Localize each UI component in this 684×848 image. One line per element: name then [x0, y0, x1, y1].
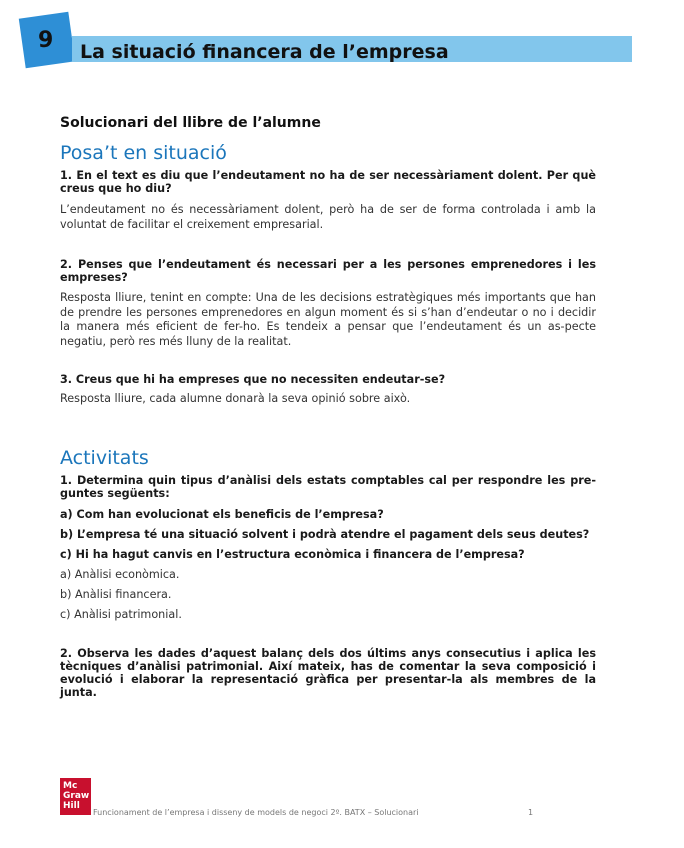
activity-2: 2. Observa les dades d’aquest balanç dels dos últims anys consecutius i aplica les tècniques d’anàlisi patrimonial. Així mateix, has de comentar la seva composició i evolució i elaborar la representació gràfica per presentar-la als membres de la junta. [60, 647, 596, 699]
page-title: La situació financera de l’empresa [80, 41, 449, 63]
document-subtitle: Solucionari del llibre de l’alumne [60, 115, 321, 131]
chapter-number: 9 [38, 28, 54, 53]
activity-1: 1. Determina quin tipus d’anàlisi dels estats comptables cal per respondre les pre-guntes següents: [60, 474, 596, 500]
logo-line-1: Mc [63, 781, 78, 791]
section-heading-posat: Posa’t en situació [60, 142, 227, 164]
logo-line-3: Hill [63, 801, 80, 811]
question-1: 1. En el text es diu que l’endeutament no ha de ser necessàriament dolent. Per què creus que ho diu? [60, 169, 596, 195]
activity-1-answer-a: a) Anàlisi econòmica. [60, 568, 180, 581]
logo-line-2: Graw [63, 791, 90, 801]
section-heading-activitats: Activitats [60, 447, 149, 469]
answer-1: L’endeutament no és necessàriament dolent, però ha de ser de forma controlada i amb la voluntat de facilitar el creixement empresarial. [60, 203, 596, 231]
activity-1-answer-c: c) Anàlisi patrimonial. [60, 608, 182, 621]
publisher-logo [60, 778, 91, 815]
activity-1-c: c) Hi ha hagut canvis en l’estructura econòmica i financera de l’empresa? [60, 548, 525, 561]
page-number: 1 [528, 808, 534, 817]
answer-3: Resposta lliure, cada alumne donarà la seva opinió sobre això. [60, 392, 411, 405]
question-2: 2. Penses que l’endeutament és necessari per a les persones emprenedores i les empreses? [60, 258, 596, 284]
question-3: 3. Creus que hi ha empreses que no necessiten endeutar-se? [60, 373, 446, 386]
activity-1-a: a) Com han evolucionat els beneficis de l’empresa? [60, 508, 384, 521]
activity-1-b: b) L’empresa té una situació solvent i podrà atendre el pagament dels seus deutes? [60, 528, 590, 541]
activity-1-answer-b: b) Anàlisi financera. [60, 588, 172, 601]
answer-2: Resposta lliure, tenint en compte: Una de les decisions estratègiques més importants que han de prendre les persones emprenedores en algun moment és si s’han d’endeutar o no i decidir la manera més eficient de fer-ho. Es tendeix a pensar que l’endeutament és un as-pecte negatiu, però res més lluny de la realitat. [60, 291, 596, 348]
footer-text: Funcionament de l’empresa i disseny de models de negoci 2º. BATX – Solucionari [93, 808, 419, 817]
